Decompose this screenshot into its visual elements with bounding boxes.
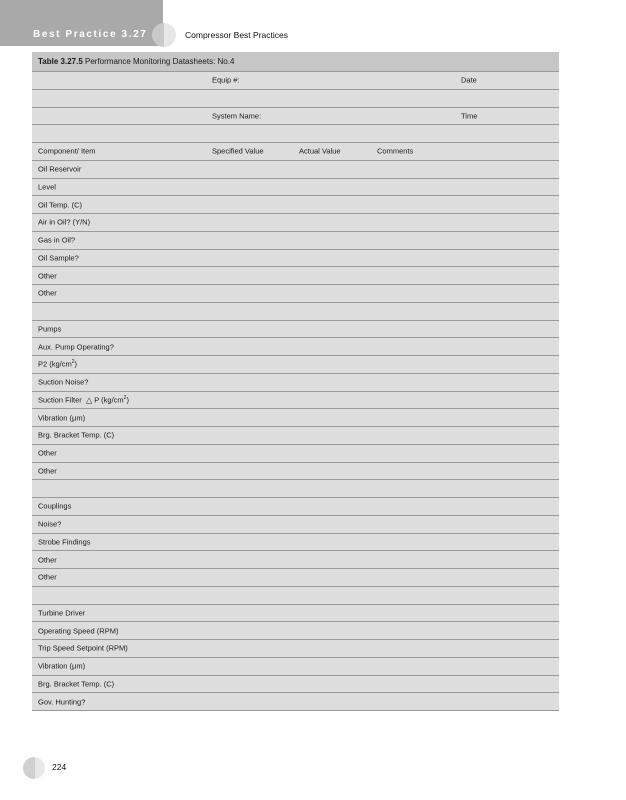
row-label: Level xyxy=(38,182,56,192)
row-label: Oil Temp. (C) xyxy=(38,200,83,210)
blank-row xyxy=(32,125,559,143)
blank-row xyxy=(32,480,559,498)
date-label: Date xyxy=(461,75,477,85)
table-caption-row xyxy=(32,52,559,72)
table-row xyxy=(32,622,559,640)
blank-row xyxy=(32,303,559,321)
datasheet-table xyxy=(32,52,559,711)
row-label: Strobe Findings xyxy=(38,537,91,547)
row-label xyxy=(38,395,129,404)
row-label: Oil Reservoir xyxy=(38,164,82,174)
table-row xyxy=(32,196,559,214)
table-row xyxy=(32,285,559,303)
row-label: Other xyxy=(38,288,57,298)
row-label: Gas in Oil? xyxy=(38,235,76,245)
section-title: Compressor Best Practices xyxy=(185,30,288,40)
suction-filter-p: P (kg/cm xyxy=(94,395,124,405)
row-label: Turbine Driver xyxy=(38,608,86,618)
table-row xyxy=(32,427,559,445)
table-row xyxy=(32,516,559,534)
table-row xyxy=(32,161,559,179)
p2-close: ) xyxy=(74,359,78,369)
table-row xyxy=(32,232,559,250)
suction-filter-close: ) xyxy=(126,395,129,405)
row-label: Other xyxy=(38,271,57,281)
table-row xyxy=(32,392,559,410)
table-row xyxy=(32,267,559,285)
table-row xyxy=(32,179,559,197)
page-number: 224 xyxy=(52,762,67,772)
p2-superscript: 2 xyxy=(71,359,75,366)
table-row xyxy=(32,214,559,232)
table-row xyxy=(32,640,559,658)
row-label: Pumps xyxy=(38,324,62,334)
row-label: Brg. Bracket Temp. (C) xyxy=(38,679,115,689)
row-label xyxy=(38,360,77,369)
table-caption: Performance Monitoring Datasheets: No.4 xyxy=(85,57,235,66)
col-actual: Actual Value xyxy=(299,146,341,156)
column-header-row xyxy=(32,143,559,161)
row-label: Oil Sample? xyxy=(38,253,79,263)
footer-circle-ornament xyxy=(23,757,45,779)
table-row xyxy=(32,374,559,392)
table-row xyxy=(32,338,559,356)
equip-label: Equip #: xyxy=(212,75,240,85)
row-label: Vibration (μm) xyxy=(38,413,86,423)
header-band xyxy=(0,0,163,46)
row-label: Couplings xyxy=(38,501,72,511)
row-label: Other xyxy=(38,448,57,458)
row-label: Gov. Hunting? xyxy=(38,697,86,707)
blank-row xyxy=(32,587,559,605)
blank-row xyxy=(32,90,559,108)
row-label: Trip Speed Setpoint (RPM) xyxy=(38,643,128,653)
row-label: Air in Oil? (Y/N) xyxy=(38,217,91,227)
row-label: Operating Speed (RPM) xyxy=(38,626,119,636)
col-component: Component/ Item xyxy=(38,146,96,156)
table-row xyxy=(32,321,559,339)
header-circle-ornament xyxy=(152,23,176,47)
col-specified: Specified Value xyxy=(212,146,264,156)
system-row xyxy=(32,108,559,126)
table-row xyxy=(32,463,559,481)
table-row xyxy=(32,551,559,569)
table-row xyxy=(32,250,559,268)
table-row xyxy=(32,356,559,374)
table-row xyxy=(32,676,559,694)
system-name-label: System Name: xyxy=(212,111,262,121)
suction-filter-superscript: 2 xyxy=(123,394,127,401)
time-label: Time xyxy=(461,111,478,121)
p2-text: P2 (kg/cm xyxy=(38,359,72,369)
table-row xyxy=(32,409,559,427)
row-label: Brg. Bracket Temp. (C) xyxy=(38,430,115,440)
equip-row xyxy=(32,72,559,90)
table-row xyxy=(32,569,559,587)
row-label: Aux. Pump Operating? xyxy=(38,342,114,352)
table-row xyxy=(32,498,559,516)
table-row xyxy=(32,658,559,676)
row-label: Suction Noise? xyxy=(38,377,89,387)
delta-triangle-icon: △ xyxy=(85,395,93,405)
suction-filter-text: Suction Filter xyxy=(38,395,82,405)
col-comments: Comments xyxy=(377,146,414,156)
row-label: Vibration (μm) xyxy=(38,661,86,671)
table-row xyxy=(32,445,559,463)
table-row xyxy=(32,534,559,552)
row-label: Noise? xyxy=(38,519,62,529)
best-practice-label: Best Practice 3.27 xyxy=(33,29,148,40)
row-label: Other xyxy=(38,555,57,565)
row-label: Other xyxy=(38,466,57,476)
table-row xyxy=(32,693,559,711)
table-number: Table 3.27.5 xyxy=(38,57,83,66)
row-label: Other xyxy=(38,572,57,582)
table-row xyxy=(32,605,559,623)
